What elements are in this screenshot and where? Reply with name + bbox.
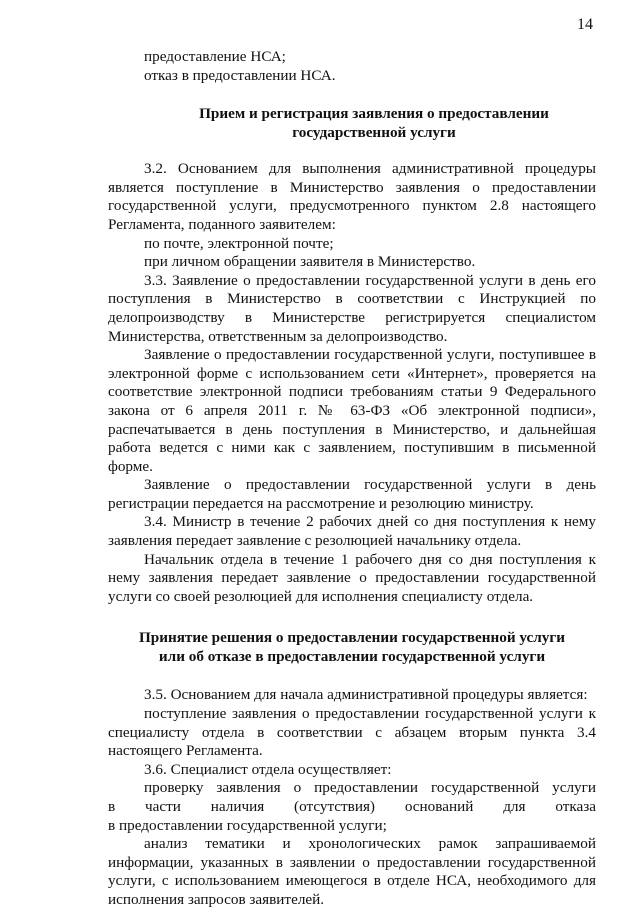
paragraph-head-of-department: Начальник отдела в течение 1 рабочего дня со дня поступления к нему заявления передает заявление о предоставлении государственной услуги со своей резолюцией для исполнения специалисту отдела. (108, 550, 596, 605)
check-line-3: в предоставлении государственной услуги; (108, 816, 387, 834)
section-heading-decision (108, 628, 596, 666)
page-number: 14 (577, 16, 593, 33)
heading-line: государственной услуги (292, 124, 456, 142)
heading-line: Принятие решения о предоставлении государственной услуги (138, 629, 566, 647)
heading-line: Прием и регистрация заявления о предоставлении (199, 105, 549, 123)
paragraph-3-5: 3.5. Основанием для начала административной процедуры является: (144, 686, 588, 704)
paragraph-3-3: 3.3. Заявление о предоставлении государственной услуги в день его поступления в Министерство в соответствии с Инструкцией по делопроизводству в Министерстве регистрируется специалистом Министерства, ответственным за делопроизводство. (108, 271, 596, 345)
intro-line-1: предоставление НСА; (144, 48, 286, 65)
paragraph-electronic: Заявление о предоставлении государственной услуги, поступившее в электронной форме с использованием сети «Интернет», проверяется на соответствие электронной подписи требованиям статьи 9 Федерального закона от 6 апреля 2011 г. № 63-ФЗ «Об электронной подписи», распечатывается в день поступления в Министерство, и дальнейшая работа ведется с ними как с заявлением, поступившим в письменной форме. (108, 346, 596, 475)
document-body (108, 48, 596, 910)
list-item-personal: при личном обращении заявителя в Министерство. (144, 253, 476, 271)
paragraph-3-6: 3.6. Специалист отдела осуществляет: (144, 760, 392, 778)
check-line-2: в части наличия (отсутствия) оснований для отказа (108, 798, 596, 815)
paragraph-analysis: анализ тематики и хронологических рамок запрашиваемой информации, указанных в заявлении о предоставлении государственной услуги, с использованием имеющегося в отделе НСА, необходимого для исполнения запросов заявителей. (108, 835, 596, 908)
paragraph-registration: Заявление о предоставлении государственной услуги в день регистрации передается на рассмотрение и резолюцию министру. (108, 476, 596, 512)
paragraph-3-4: 3.4. Министр в течение 2 рабочих дней со дня поступления к нему заявления передает заявление с резолюцией начальнику отдела. (108, 513, 596, 550)
check-line-1: проверку заявления о предоставлении государственной услуги (144, 779, 596, 797)
list-item-mail: по почте, электронной почте; (144, 234, 334, 252)
paragraph-receipt: поступление заявления о предоставлении государственной услуги к специалисту отдела в соответствии с абзацем вторым пункта 3.4 настоящего Регламента. (108, 705, 596, 760)
heading-line: или об отказе в предоставлении государственной услуги (158, 648, 546, 666)
paragraph-3-2: 3.2. Основанием для выполнения административной процедуры является поступление в Министерство заявления о предоставлении государственной услуги, предусмотренного пунктом 2.8 настоящего Регламента, поданного заявителем: (108, 160, 596, 233)
intro-line-2: отказ в предоставлении НСА. (144, 66, 336, 84)
section-heading-reception (108, 104, 596, 142)
